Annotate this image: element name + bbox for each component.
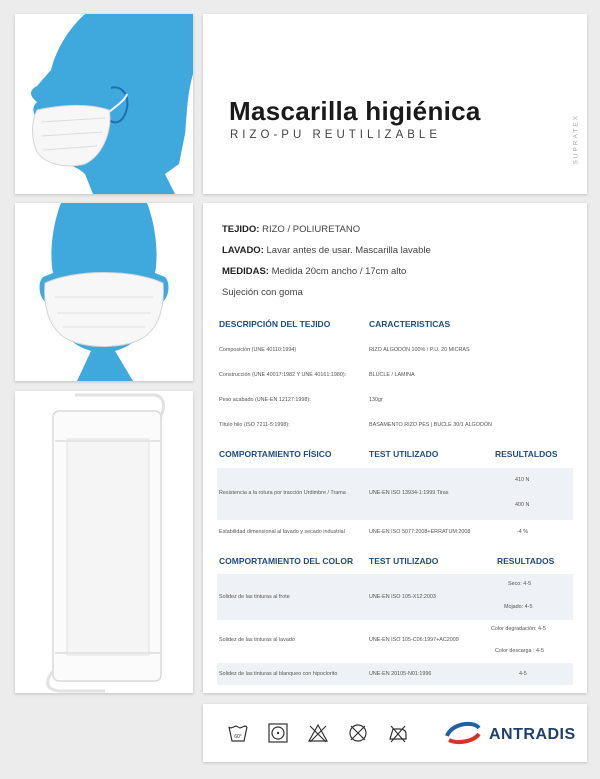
color-row-result: Seco: 4-5	[508, 581, 532, 587]
color-row-label: Solidez de las tinturas al lavado	[219, 637, 295, 643]
product-subtitle: RIZO-PU REUTILIZABLE	[230, 129, 441, 141]
fabric-row-value: BLUCLE / LAMINA	[369, 372, 415, 378]
color-row-test: UNE-EN 20105-N01:1996	[369, 671, 432, 677]
color-row-label: Solidez de las tinturas al frote	[219, 594, 290, 600]
physical-row-result: 410 N	[515, 477, 530, 483]
physical-header: COMPORTAMIENTO FÍSICO	[219, 449, 332, 459]
spec-sujecion: Sujeción con goma	[222, 287, 303, 298]
physical-row-test: UNE-EN ISO 13934-1:1999 Tiras	[369, 490, 449, 496]
color-header: COMPORTAMIENTO DEL COLOR	[219, 556, 354, 566]
profile-mask-image	[15, 14, 193, 194]
no-iron-icon	[387, 722, 409, 744]
color-row-result: Color degradación: 4-5	[491, 626, 546, 632]
physical-row-result: -4 %	[517, 529, 529, 535]
no-bleach-icon	[307, 722, 329, 744]
brand-vertical-text: SUPRATEX	[573, 114, 580, 165]
physical-row-label: Estabilidad dimensional al lavado y secado industrial	[219, 529, 345, 535]
no-dry-clean-icon	[347, 722, 369, 744]
spec-lavado: LAVADO: Lavar antes de usar. Mascarilla lavable	[222, 245, 431, 256]
spec-medidas: MEDIDAS: Medida 20cm ancho / 17cm alto	[222, 266, 407, 277]
color-row-result: Color descarga : 4-5	[495, 648, 544, 654]
spec-tejido: TEJIDO: RIZO / POLIURETANO	[222, 224, 361, 235]
fabric-header: DESCRIPCIÓN DEL TEJIDO	[219, 319, 331, 329]
physical-row-test: UNE-EN ISO 5077:2008+ERRATUM:2008	[369, 529, 471, 535]
antradis-logo-icon	[443, 718, 483, 748]
physical-test-header: TEST UTILIZADO	[369, 449, 439, 459]
fabric-row-label: Título hilo (ISO 7211-5:1998):	[219, 422, 290, 428]
physical-row-label: Resistencia a la rotura por tracción Urdimbre / Trama	[219, 490, 346, 496]
fabric-row-label: Peso acabado (UNE-EN 12127:1998):	[219, 397, 311, 403]
wash-60-icon	[227, 722, 249, 744]
tumble-dry-icon	[267, 722, 289, 744]
fabric-row-value: BASAMENTO RIZO PES | BUCLE 30/1 ALGODÓN	[369, 422, 492, 428]
title-card	[203, 14, 587, 194]
color-row-test: UNE-EN ISO 105-C06:1997+AC2009	[369, 637, 459, 643]
color-row-result: Mojado: 4-5	[504, 604, 533, 610]
color-test-header: TEST UTILIZADO	[369, 556, 439, 566]
fabric-row-value: RIZO ALGODÓN 100% / P.U. 20 MICRAS	[369, 347, 470, 353]
footer-card	[203, 704, 587, 762]
product-title: Mascarilla higiénica	[229, 96, 481, 126]
color-results-header: RESULTADOS	[497, 556, 555, 566]
svg-text:60°: 60°	[234, 734, 242, 740]
fabric-row-label: Construcción (UNE 40017:1982 Y UNE 40161:1980):	[219, 372, 347, 378]
antradis-logo-text: ANTRADIS	[489, 726, 576, 743]
flat-mask-image	[15, 391, 193, 693]
spec-card	[203, 203, 587, 693]
fabric-row-value: 130gr	[369, 397, 383, 403]
physical-results-header: RESULTALDOS	[495, 449, 558, 459]
color-row-test: UNE-EN ISO 105-X12:2003	[369, 594, 436, 600]
front-mask-image	[15, 203, 193, 381]
color-row-label: Solidez de las tinturas al blanqueo con hipoclorito	[219, 671, 338, 677]
fabric-characteristics-header: CARACTERISTICAS	[369, 319, 451, 329]
fabric-row-label: Composición (UNE 40110:1994)	[219, 347, 297, 353]
color-row-result: 4-5	[519, 671, 527, 677]
physical-row-result: 400 N	[515, 502, 530, 508]
